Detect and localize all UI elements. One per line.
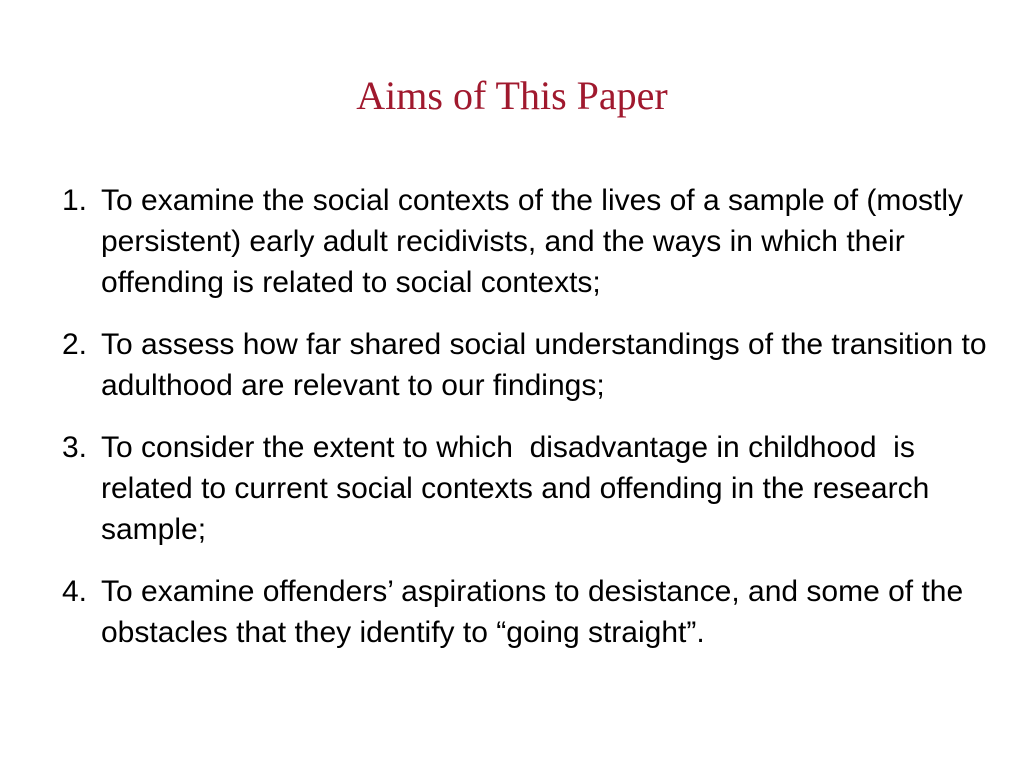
slide-title: Aims of This Paper	[356, 73, 668, 118]
aim-text: To consider the extent to which disadvantage in childhood is related to current social contexts and offending in the research sample;	[101, 431, 938, 546]
aim-text: To examine offenders’ aspirations to desistance, and some of the obstacles that they identify to “going straight”.	[101, 575, 972, 649]
aim-item-4	[62, 571, 992, 653]
aim-number: 4.	[62, 575, 88, 608]
aim-number: 2.	[62, 328, 88, 361]
aim-number: 1.	[62, 184, 88, 217]
aim-text: To assess how far shared social understandings of the transition to adulthood are relevant to our findings;	[101, 328, 995, 402]
aim-item-2	[62, 324, 995, 406]
aim-item-1	[62, 180, 992, 303]
aims-list	[62, 180, 995, 674]
aim-text: To examine the social contexts of the lives of a sample of (mostly persistent) early adult recidivists, and the ways in which their offending is related to social contexts;	[101, 184, 972, 299]
aim-item-3	[62, 427, 992, 550]
aim-number: 3.	[62, 431, 88, 464]
